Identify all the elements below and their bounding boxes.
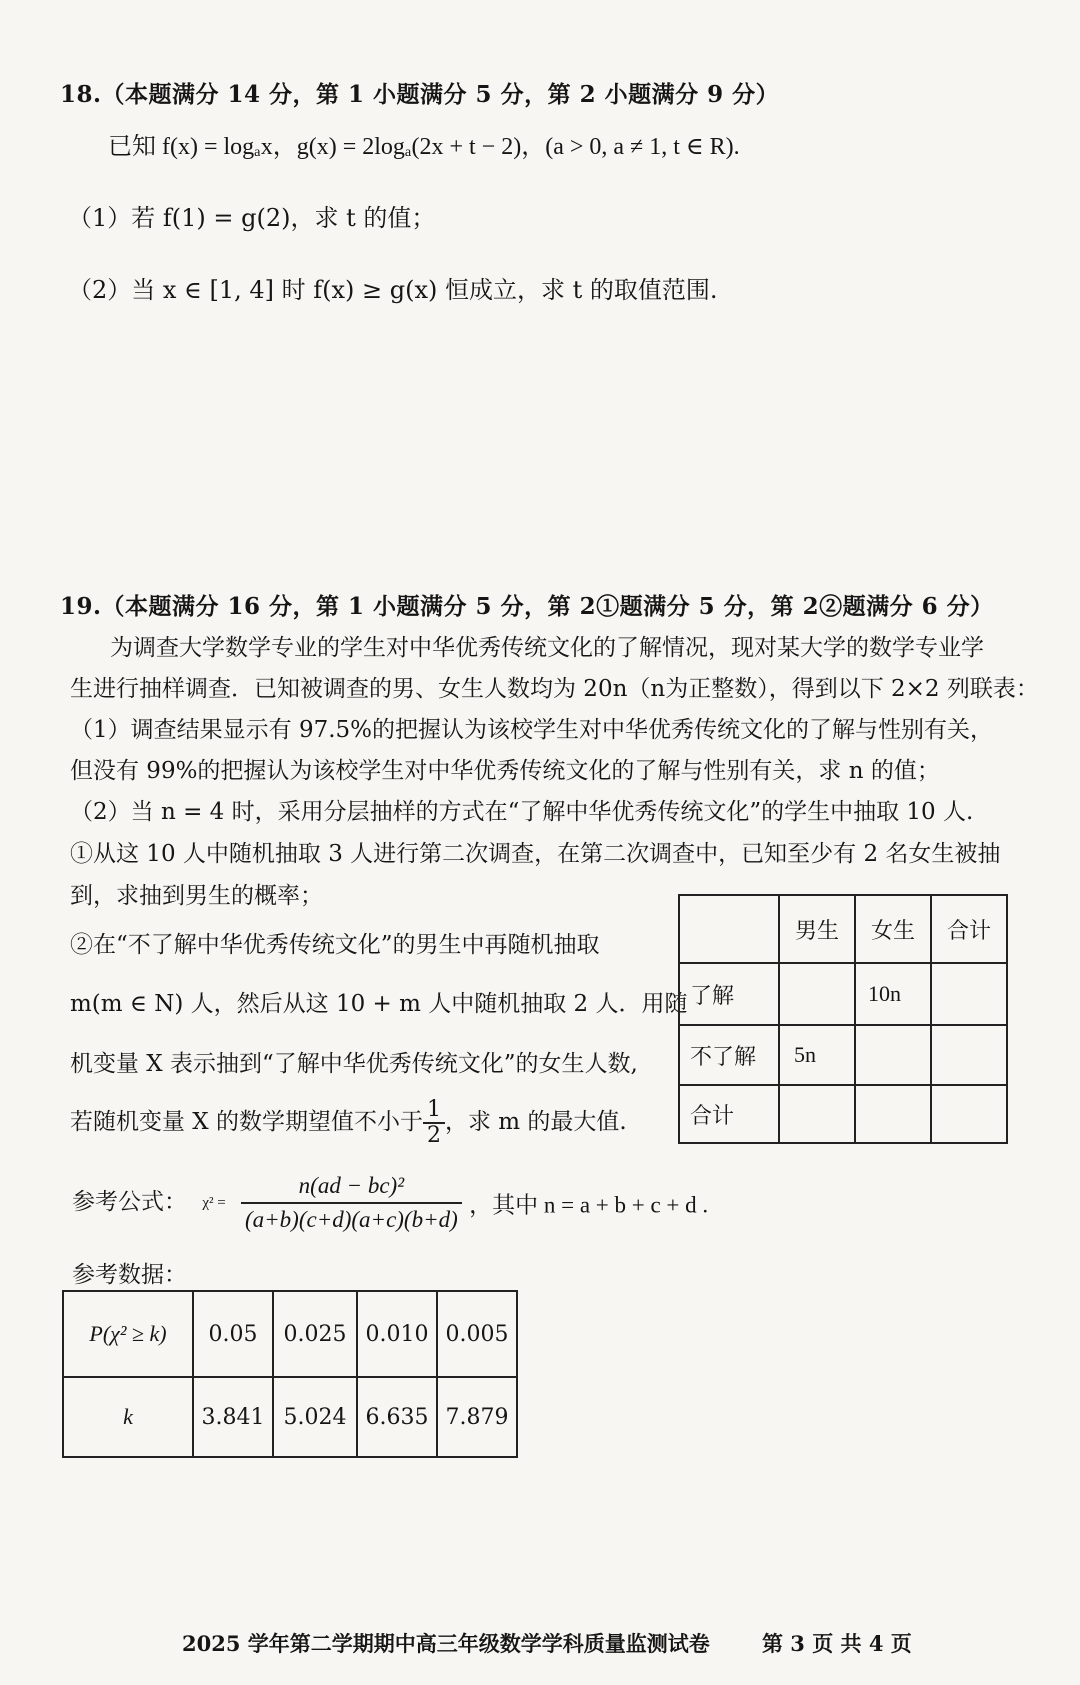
table-row [679,963,1007,1025]
fraction-numerator: 1 [423,1098,445,1124]
reference-label: 参考数据： [72,1262,187,1288]
q19-intro-line2: 生进行抽样调查．已知被调查的男、女生人数均为 20n（n为正整数），得到以下 2×2 列联表： [70,676,1039,702]
expectation-text-pre: 若随机变量 X 的数学期望值不小于 [70,1109,423,1135]
row-label-know: 了解 [679,963,779,1025]
q19-part2a-line1: ①从这 10 人中随机抽取 3 人进行第二次调查，在第二次调查中，已知至少有 2 名女生被抽 [70,841,1001,867]
q19-part2b-line2: m(m ∈ N) 人，然后从这 10 + m 人中随机抽取 2 人．用随 [70,991,688,1017]
table-cell [855,1025,931,1085]
table-cell [931,1085,1007,1143]
table-cell: 6.635 [357,1377,437,1457]
q19-part2b-line4 [70,1098,627,1148]
table-cell: 0.010 [357,1291,437,1377]
table-header-total: 合计 [931,895,1007,963]
footer-title: 2025 学年第二学期期中高三年级数学学科质量监测试卷 [182,1631,710,1656]
fraction-denominator: 2 [427,1123,441,1148]
q19-part2: （2）当 n = 4 时，采用分层抽样的方式在“了解中华优秀传统文化”的学生中抽取 10 人. [70,799,974,825]
formula-denominator: (a+b)(c+d)(a+c)(b+d) [245,1207,458,1232]
expectation-text-post: ，求 m 的最大值. [445,1109,627,1135]
table-row [679,1085,1007,1143]
q19-part1-line2: 但没有 99%的把握认为该校学生对中华优秀传统文化的了解与性别有关，求 n 的值； [70,758,940,784]
table-cell [779,1085,855,1143]
table-cell [931,963,1007,1025]
formula-tail: ，其中 n = a + b + c + d . [469,1192,709,1218]
table-header-female: 女生 [855,895,931,963]
table-row [63,1377,517,1457]
row-label-total: 合计 [679,1085,779,1143]
q19-part2a-line2: 到，求抽到男生的概率； [70,883,323,909]
formula-line [72,1170,708,1236]
row-label-not-know: 不了解 [679,1025,779,1085]
table-cell [855,1085,931,1143]
k-row-header: k [63,1377,193,1457]
q18-part1: （1）若 f(1) = g(2)，求 t 的值； [68,204,436,232]
one-half-fraction [423,1098,445,1148]
reference-table [62,1290,518,1458]
q18-given: 已知 f(x) = logₐx，g(x) = 2logₐ(2x + t − 2)，(a > 0, a ≠ 1, t ∈ R). [108,134,740,160]
q18-part2: （2）当 x ∈ [1, 4] 时 f(x) ≥ g(x) 恒成立，求 t 的取值范围. [68,276,718,304]
table-cell: 10n [855,963,931,1025]
footer-page-number: 第 3 页 共 4 页 [762,1631,912,1656]
contingency-table [678,894,1008,1144]
q19-part1-line1: （1）调查结果显示有 97.5%的把握认为该校学生对中华优秀传统文化的了解与性别有关， [70,717,994,743]
chi-square-lhs: χ² = [202,1194,226,1211]
q19-part2b-line3: 机变量 X 表示抽到“了解中华优秀传统文化”的女生人数, [70,1051,638,1077]
p-row-header: P(χ² ≥ k) [63,1291,193,1377]
q18-header: 18.（本题满分 14 分，第 1 小题满分 5 分，第 2 小题满分 9 分） [60,81,780,108]
formula-label: 参考公式： [72,1189,187,1215]
table-cell: 5n [779,1025,855,1085]
table-cell: 5.024 [273,1377,357,1457]
table-header-male: 男生 [779,895,855,963]
table-cell: 0.005 [437,1291,517,1377]
table-row [63,1291,517,1377]
table-row [679,1025,1007,1085]
chi-square-fraction [241,1170,462,1236]
table-cell: 0.05 [193,1291,273,1377]
table-cell [931,1025,1007,1085]
table-cell: 7.879 [437,1377,517,1457]
q19-part2b-line1: ②在“不了解中华优秀传统文化”的男生中再随机抽取 [70,932,600,958]
q19-intro-line1: 为调查大学数学专业的学生对中华优秀传统文化的了解情况，现对某大学的数学专业学 [110,635,984,661]
table-row [679,895,1007,963]
table-cell [779,963,855,1025]
table-cell [679,895,779,963]
q19-header: 19.（本题满分 16 分，第 1 小题满分 5 分，第 2①题满分 5 分，第 2②题满分 6 分） [60,593,994,620]
table-cell: 3.841 [193,1377,273,1457]
formula-numerator: n(ad − bc)² [241,1170,462,1204]
table-cell: 0.025 [273,1291,357,1377]
